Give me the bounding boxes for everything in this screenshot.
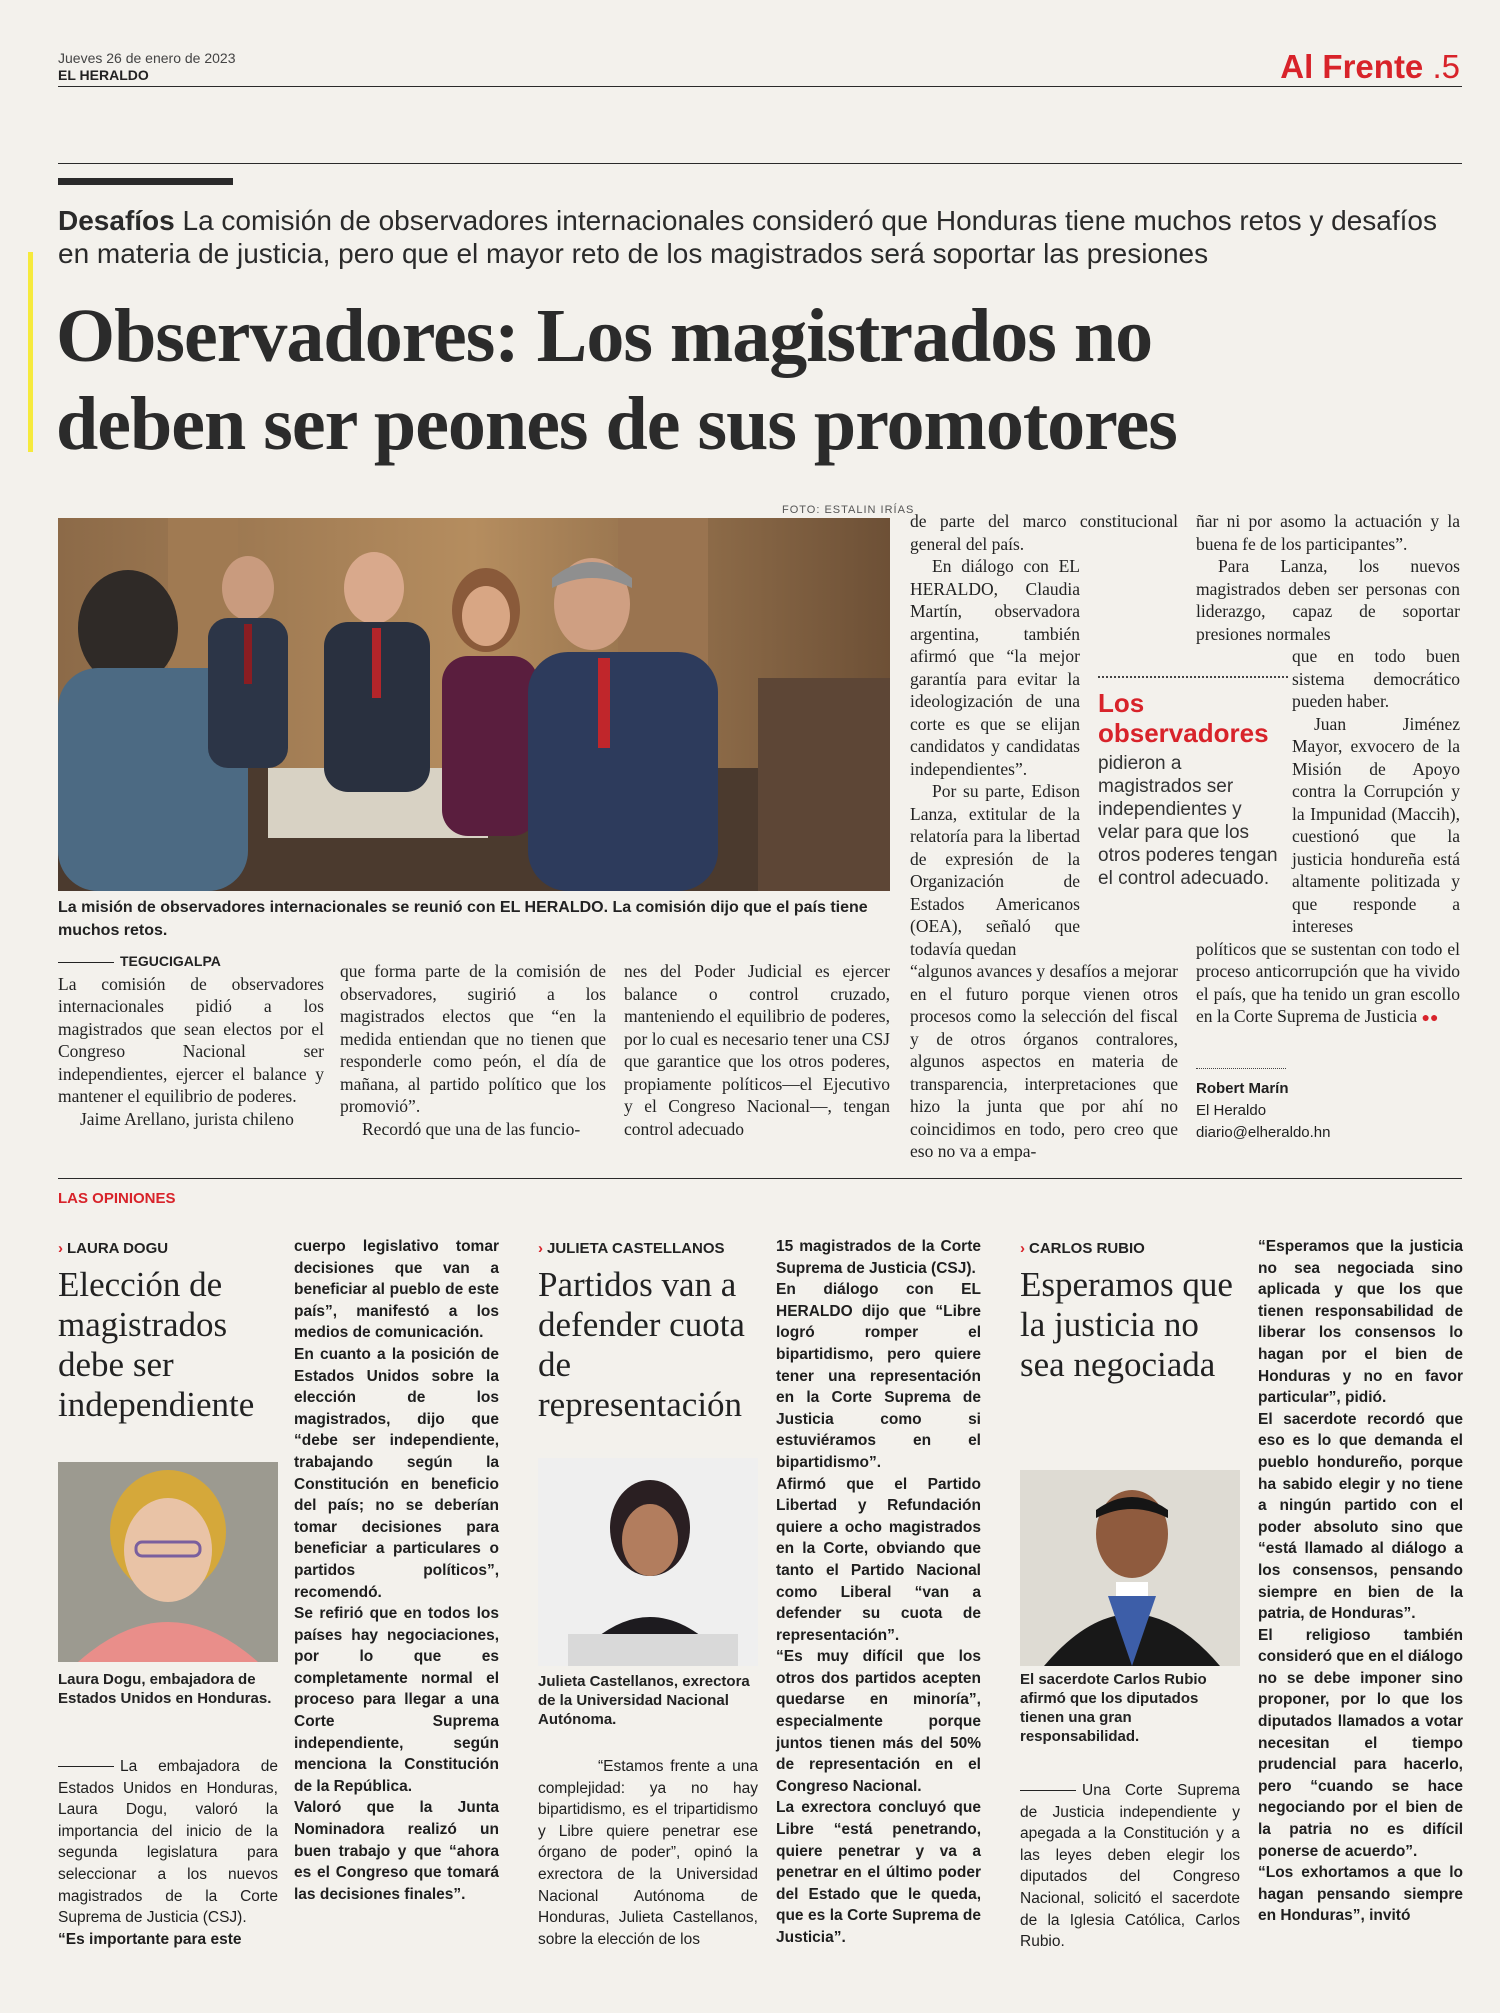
opinion-paragraph: “Es muy difícil que los otros dos partidos acepten quedarse en minoría”, especialmente porque juntos tienen más del 50% de representación en el Congreso Nacional. xyxy=(776,1648,981,1795)
opinion-title-2: Partidos van a defender cuota de representación xyxy=(538,1265,745,1424)
opinion-paragraph-text: Una Corte Suprema de Justicia independiente y apegada a la Constitución y a las leyes deben elegir los diputados del Congreso Nacional, solicitó el sacerdote de la Iglesia Católica, Carlos Rubio. xyxy=(1020,1782,1240,1951)
story-paragraph: de parte del marco constitucional general del país. xyxy=(910,511,1178,554)
opinion-name-text: CARLOS RUBIO xyxy=(1029,1240,1145,1257)
lead-text: La comisión de observadores internacionales consideró que Honduras tiene muchos retos y desafíos en materia de justicia, pero que el mayor reto de los magistrados será soportar las presiones xyxy=(58,205,1438,269)
headline xyxy=(56,292,1476,468)
pullquote-text: pidieron a magistrados ser independientes y velar para que los otros poderes tengan el control adecuado. xyxy=(1098,753,1278,889)
story-paragraph: que forma parte de la comisión de observadores, sugirió a los magistrados electos que “en la medida entiendan que no tienen que responderle como peón, el día de mañana, al partido político que los promovió”. xyxy=(340,961,606,1116)
opinion-photo-2 xyxy=(538,1458,758,1666)
opinion-caption-1: Laura Dogu, embajadora de Estados Unidos en Honduras. xyxy=(58,1671,272,1707)
paragraph-rule xyxy=(58,1766,114,1767)
opinion-body-3 xyxy=(1020,1780,1240,1953)
dateline xyxy=(58,950,324,973)
opinion-paragraph: Se refirió que en todos los países hay negociaciones, por lo que es completamente normal el proceso para llegar a una Corte Suprema independiente, según menciona la Constitución de la República. xyxy=(294,1605,499,1795)
opinion-paragraph: En cuanto a la posición de Estados Unidos sobre la elección de los magistrados, dijo que “debe ser independiente, trabajando según la Constitución en beneficio del país; no se deberían tomar decisiones para beneficiar a particulares o partidos políticos”, recomendó. xyxy=(294,1345,499,1601)
opinion-paragraph-text: La embajadora de Estados Unidos en Honduras, Laura Dogu, valoró la importancia del inicio de la segunda legislatura para seleccionar a los nuevos magistrados de la Corte Suprema de Justicia (CSJ). xyxy=(58,1758,278,1927)
story-column-1 xyxy=(58,950,324,1130)
pullquote-title: Los observadores xyxy=(1098,688,1269,748)
portrait-illustration xyxy=(538,1458,758,1666)
opinion-title-1: Elección de magistrados debe ser independiente xyxy=(58,1265,255,1424)
opinion-paragraph: “Esperamos que la justicia no sea negociada sino aplicada y que los que tienen responsabilidad de liberar los consensos lo hagan por el bien de Honduras y no en favor particular”, pidió. xyxy=(1258,1238,1463,1407)
opinion-paragraph: 15 magistrados de la Corte Suprema de Justicia (CSJ). xyxy=(776,1238,981,1277)
portrait-illustration xyxy=(1020,1470,1240,1666)
story-paragraph: Recordó que una de las funcio- xyxy=(362,1118,581,1139)
story-paragraph: nes del Poder Judicial es ejercer balance o control cruzado, manteniendo el equilibrio de poderes, por lo cual es necesario tener una CSJ que garantice que los otros poderes, propiamente políticos—el Ejecutivo y el Congreso Nacional—, tengan control adecuado xyxy=(624,961,890,1139)
story-column-2 xyxy=(340,960,606,1140)
opinion-body-3b xyxy=(1258,1236,1463,1927)
newspaper-name: EL HERALDO xyxy=(58,67,149,83)
story-paragraph-text: políticos que se sustentan con todo el proceso anticorrupción que ha vivido el país, que ha tenido un gran escollo en la Corte Suprema de Justicia xyxy=(1196,938,1460,1026)
story-paragraph: que en todo buen sistema democrático pueden haber. xyxy=(1292,646,1460,711)
paragraph-rule xyxy=(1020,1790,1076,1791)
dateline-text: TEGUCIGALPA xyxy=(120,953,221,969)
opinion-name-text: LAURA DOGU xyxy=(67,1240,169,1257)
end-mark: ●● xyxy=(1421,1011,1439,1026)
meeting-photo xyxy=(58,518,890,891)
opinion-name-3 xyxy=(1020,1240,1145,1257)
headline-line-1: Observadores: Los magistrados no xyxy=(56,294,1153,378)
opinion-body-2 xyxy=(538,1756,758,1950)
headline-line-2: deben ser peones de sus promotores xyxy=(56,382,1177,466)
opinions-rule xyxy=(58,1178,1462,1179)
meeting-photo-illustration xyxy=(58,518,890,891)
story-paragraph: Por su parte, Edison Lanza, extitular de la relatoría para la libertad de expresión de la Organización de Estados Americanos (OEA), señaló que todavía quedan xyxy=(910,781,1080,959)
chevron-right-icon: › xyxy=(1020,1240,1025,1257)
dateline-rule xyxy=(58,962,114,963)
story-paragraph: ñar ni por asomo la actuación y la buena fe de los participantes”. xyxy=(1196,511,1460,554)
opinion-paragraph: “Estamos frente a una complejidad: ya no hay bipartidismo, es el tripartidismo y Libre quiere penetrar ese órgano de poder”, opinó la exrectora de la Universidad Nacional Autónoma de Honduras, Julieta Castellanos, sobre la elección de los xyxy=(538,1758,758,1948)
opinion-name-2 xyxy=(538,1240,725,1257)
opinion-paragraph: El religioso también consideró que en el diálogo no se debe imponer sino proponer, por lo que los diputados llamados a votar necesitan el tiempo prudencial para hacerlo, pero “cuando se hace negociando por el bien de la patria no es difícil ponerse de acuerdo”. xyxy=(1258,1626,1463,1860)
lead-bar xyxy=(58,178,233,185)
author-name: Robert Marín xyxy=(1196,1080,1289,1097)
lead-paragraph xyxy=(58,204,1458,270)
top-rule xyxy=(58,163,1462,164)
header-rule xyxy=(58,86,1462,87)
opinion-caption-3: El sacerdote Carlos Rubio afirmó que los diputados tienen una gran responsabilidad. xyxy=(1020,1671,1207,1745)
opinion-paragraph: El sacerdote recordó que eso es lo que demanda el pueblo hondureño, porque ha sabido elegir y no tiene a ningún partido con el poder absoluto sino que “está llamado al diálogo a los consensos, pensando siempre en bien de la patria, de Honduras”. xyxy=(1258,1410,1463,1623)
opinion-paragraph: Afirmó que el Partido Libertad y Refundación quiere a ocho magistrados en la Corte, obviando que tanto el Partido Nacional como Liberal “van a defender su cuota de representación”. xyxy=(776,1475,981,1644)
opinion-paragraph: Valoró que la Junta Nominadora realizó un buen trabajo y que “ahora es el Congreso que tomará las decisiones finales”. xyxy=(294,1799,499,1903)
story-paragraph: “algunos avances y desafíos a mejorar en el futuro porque vienen otros procesos como la selección del fiscal y de otros órganos contralores, algunos aspectos en materia de transparencia, interpretaciones que hizo la junta que por ahí no coincidimos en todo, pero creo que eso no va a empa- xyxy=(910,961,1178,1161)
opinion-paragraph: “Los exhortamos a que lo hagan pensando siempre en Honduras”, invitó xyxy=(1258,1864,1463,1925)
opinion-photo-3 xyxy=(1020,1470,1240,1666)
story-paragraph: Para Lanza, los nuevos magistrados deben ser personas con liderazgo, capaz de soportar presiones normales xyxy=(1196,556,1460,644)
author-email[interactable]: diario@elheraldo.hn xyxy=(1196,1124,1331,1141)
story-paragraph xyxy=(1196,938,1460,1031)
highlighter-mark xyxy=(28,252,33,452)
opinion-body-2b xyxy=(776,1236,981,1949)
opinion-name-text: JULIETA CASTELLANOS xyxy=(547,1240,725,1257)
opinion-paragraph xyxy=(58,1756,278,1929)
pullquote-rule xyxy=(1098,676,1288,678)
chevron-right-icon: › xyxy=(58,1240,63,1257)
story-paragraph: En diálogo con EL HERALDO, Claudia Martín, observadora argentina, también afirmó que “la mejor garantía para evitar la ideologización de una corte es que se elijan candidatos y candidatas independientes”. xyxy=(910,556,1080,779)
opinion-body-1b xyxy=(294,1236,499,1905)
section-name: Al Frente xyxy=(1280,48,1424,85)
lead-tag: Desafíos xyxy=(58,205,175,236)
chevron-right-icon: › xyxy=(538,1240,543,1257)
page-number: .5 xyxy=(1432,48,1460,85)
opinion-paragraph xyxy=(1020,1780,1240,1953)
opinion-name-1 xyxy=(58,1240,168,1257)
opinions-label: LAS OPINIONES xyxy=(58,1190,176,1207)
opinion-title-3: Esperamos que la justicia no sea negociada xyxy=(1020,1265,1233,1384)
opinion-caption-2: Julieta Castellanos, exrectora de la Universidad Nacional Autónoma. xyxy=(538,1673,750,1728)
opinion-paragraph: cuerpo legislativo tomar decisiones que van a beneficiar al pueblo de este país”, manifestó a los medios de comunicación. xyxy=(294,1238,499,1342)
opinion-paragraph: En diálogo con EL HERALDO dijo que “Libre logró romper el bipartidismo, pero quiere tener una representación en la Corte Suprema de Justicia como si estuviéramos en el bipartidismo”. xyxy=(776,1281,981,1471)
portrait-illustration xyxy=(58,1462,278,1662)
opinion-body-1 xyxy=(58,1756,278,1950)
opinion-paragraph: La exrectora concluyó que Libre “está penetrando, quiere penetrar y va a penetrar en el último poder del Estado que le queda, que es la Corte Suprema de Justicia”. xyxy=(776,1799,981,1946)
story-paragraph: Juan Jiménez Mayor, exvocero de la Misión de Apoyo contra la Corrupción y la Impunidad (Maccih), cuestionó que la justicia hondureña está altamente politizada y que responde a intereses xyxy=(1292,713,1460,936)
story-column-3 xyxy=(624,960,890,1140)
opinion-photo-1 xyxy=(58,1462,278,1662)
section-title xyxy=(1280,48,1460,86)
photo-credit: FOTO: ESTALIN IRÍAS xyxy=(782,504,915,516)
author-organization: El Heraldo xyxy=(1196,1102,1267,1119)
story-paragraph: La comisión de observadores internacionales pidió a los magistrados que sean electos por el Congreso Nacional ser independientes, ejercer el balance y mantener el equilibrio de poderes. xyxy=(58,973,324,1106)
story-paragraph: Jaime Arellano, jurista chileno xyxy=(80,1108,294,1129)
opinion-paragraph: “Es importante para este xyxy=(58,1930,242,1948)
signature-rule xyxy=(1196,1068,1286,1069)
photo-caption: La misión de observadores internacionales se reunió con EL HERALDO. La comisión dijo que el país tiene muchos retos. xyxy=(58,899,868,939)
page-date: Jueves 26 de enero de 2023 xyxy=(58,50,236,66)
